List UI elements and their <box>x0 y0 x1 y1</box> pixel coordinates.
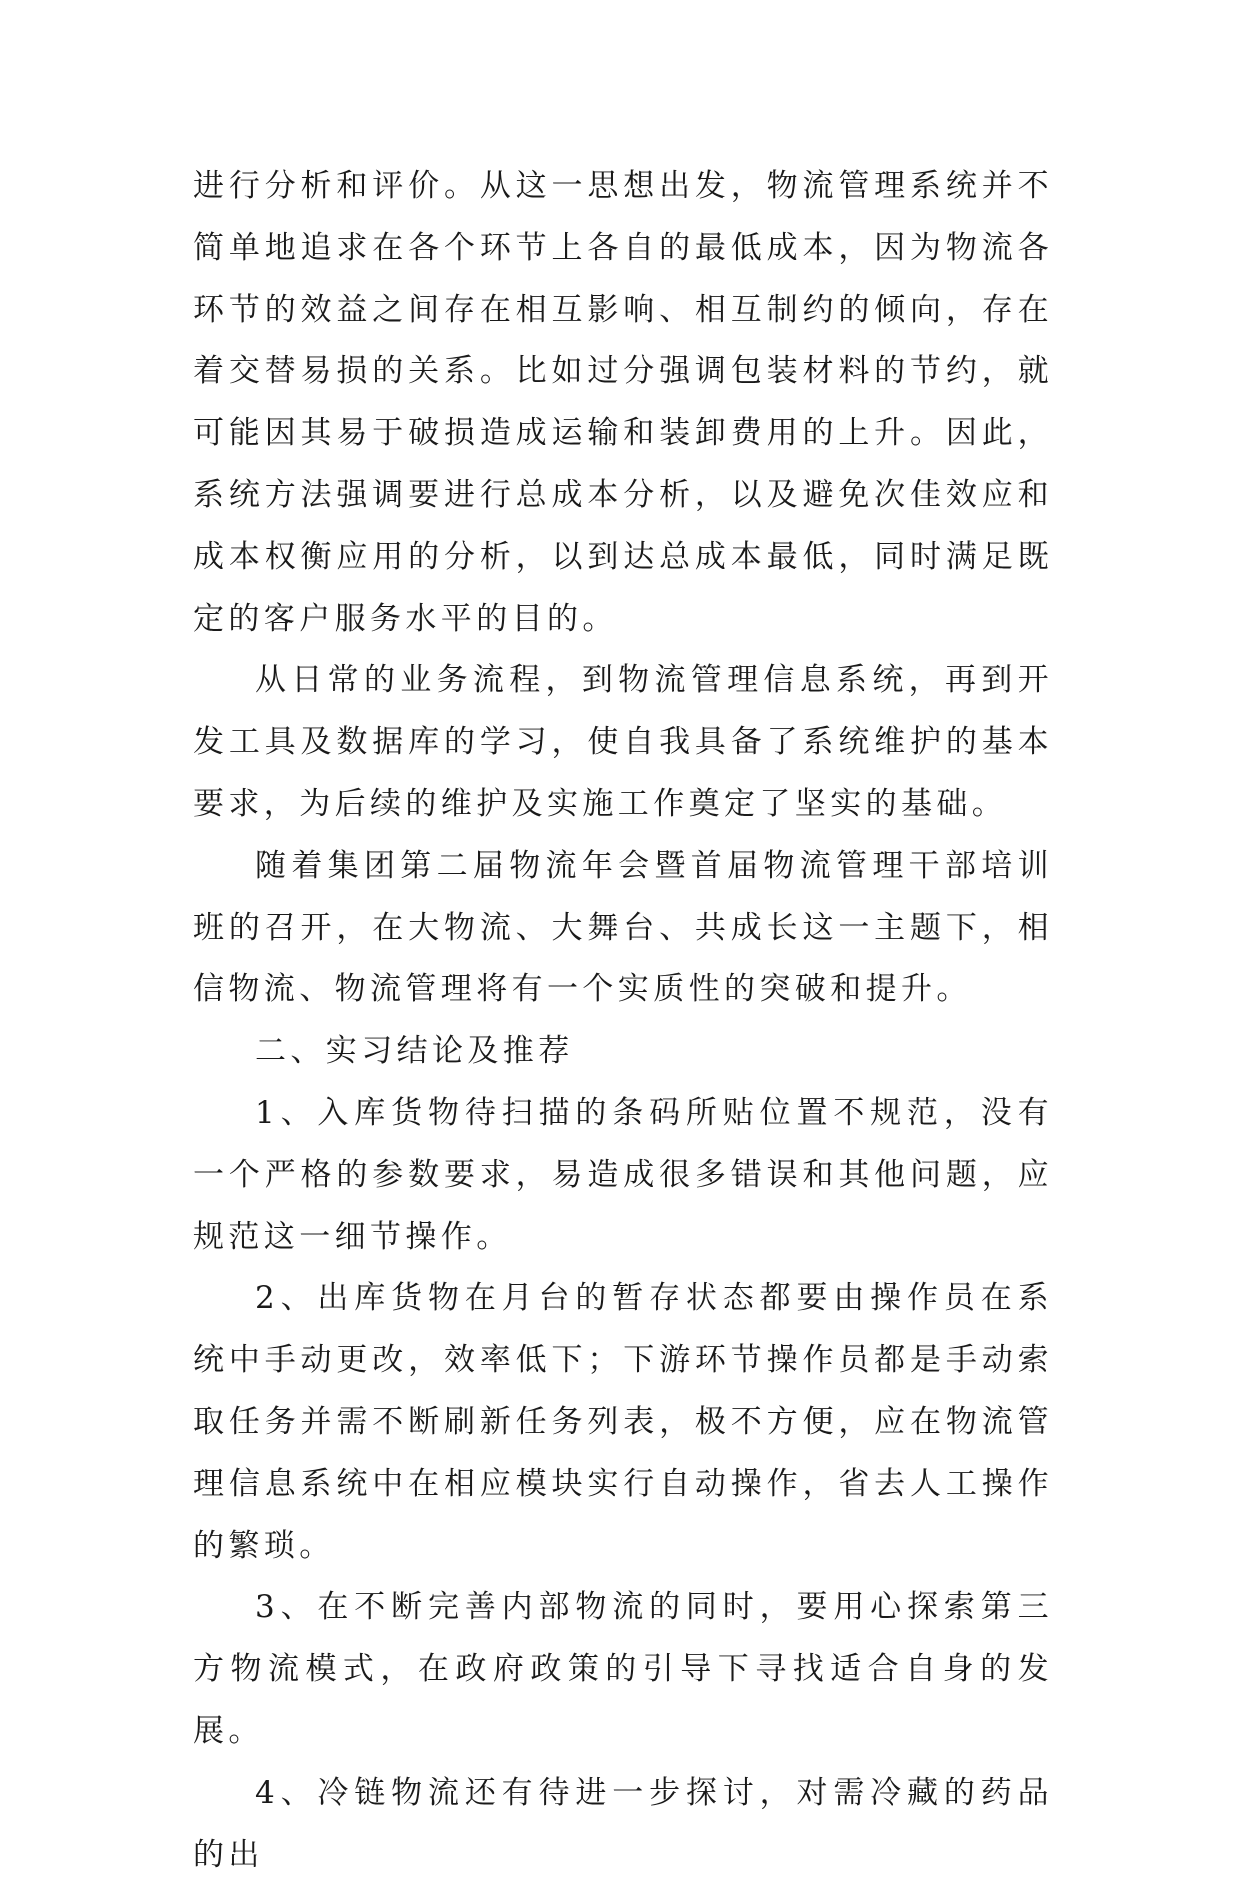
document-page <box>193 156 1053 1886</box>
section-heading: 二、实习结论及推荐 <box>255 1033 574 1070</box>
list-item-4: 4、冷链物流还有待进一步探讨，对需冷藏的药品的出 <box>193 1774 1053 1873</box>
list-item-2: 2、出库货物在月台的暂存状态都要由操作员在系统中手动更改，效率低下；下游环节操作员都是手动索取任务并需不断刷新任务列表，极不方便，应在物流管理信息系统中在相应模块实行自动操作，省去人工操作的繁琐。 <box>193 1280 1053 1564</box>
paragraph-continuation: 进行分析和评价。从这一思想出发，物流管理系统并不简单地追求在各个环节上各自的最低成本，因为物流各环节的效益之间存在相互影响、相互制约的倾向，存在着交替易损的关系。比如过分强调包装材料的节约，就可能因其易于破损造成运输和装卸费用的上升。因此，系统方法强调要进行总成本分析，以及避免次佳效应和成本权衡应用的分析，以到达总成本最低，同时满足既定的客户服务水平的目的。 <box>193 168 1053 637</box>
list-item-3: 3、在不断完善内部物流的同时，要用心探索第三方物流模式，在政府政策的引导下寻找适合自身的发展。 <box>193 1589 1053 1749</box>
list-item-1: 1、入库货物待扫描的条码所贴位置不规范，没有一个严格的参数要求，易造成很多错误和其他问题，应规范这一细节操作。 <box>193 1094 1053 1255</box>
paragraph-annual-meeting: 随着集团第二届物流年会暨首届物流管理干部培训班的召开，在大物流、大舞台、共成长这一主题下，相信物流、物流管理将有一个实质性的突破和提升。 <box>193 847 1053 1008</box>
paragraph-learning: 从日常的业务流程，到物流管理信息系统，再到开发工具及数据库的学习，使自我具备了系统维护的基本要求，为后续的维护及实施工作奠定了坚实的基础。 <box>193 662 1053 822</box>
